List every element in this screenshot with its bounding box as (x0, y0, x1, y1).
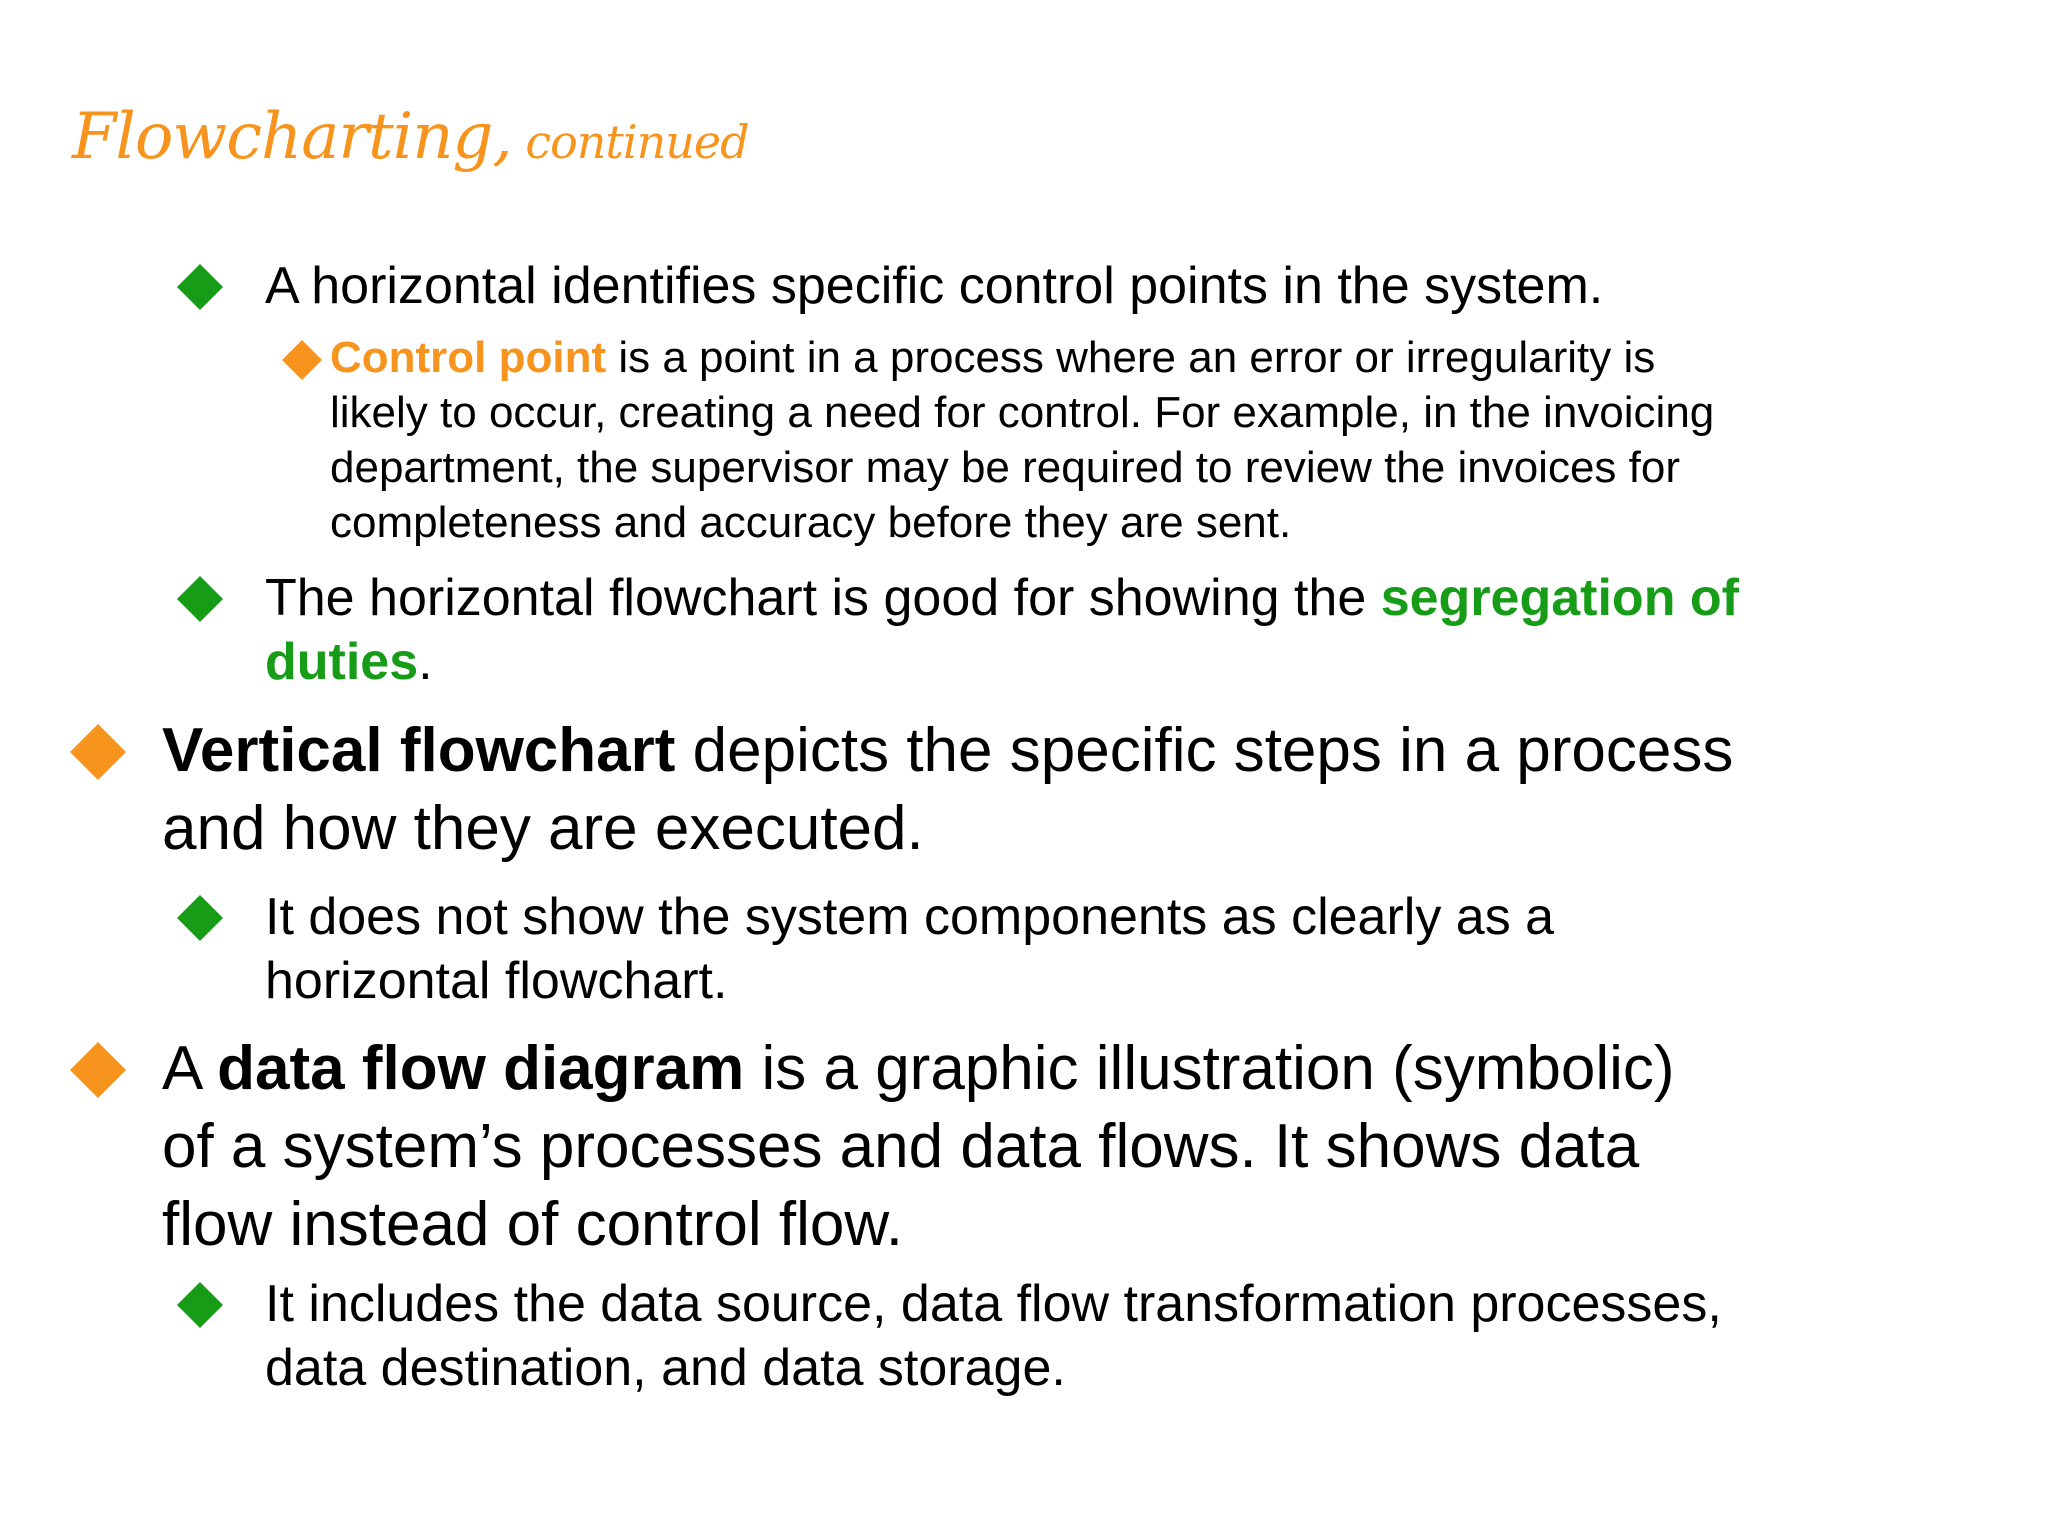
bullet-dfd-components (265, 1272, 1722, 1400)
bullet-line-1: is a graphic illustration (symbolic) (744, 1034, 1675, 1103)
term-control-point: Control point (330, 333, 607, 382)
bullet-vertical-flowchart (162, 712, 1733, 868)
bullet-line-2: and how they are executed. (162, 794, 924, 863)
orange-diamond-icon (282, 340, 322, 380)
bullet-line-2: horizontal flowchart. (265, 952, 728, 1010)
title-sub: continued (511, 115, 749, 169)
bullet-control-point-definition (330, 330, 1714, 550)
term-data-flow-diagram: data flow diagram (217, 1034, 745, 1103)
title-main: Flowcharting, (72, 100, 512, 174)
green-diamond-icon (177, 1282, 223, 1328)
bullet-prefix: A (162, 1034, 218, 1103)
green-diamond-icon (177, 264, 223, 310)
green-diamond-icon (177, 895, 223, 941)
term-vertical-flowchart: Vertical flowchart (162, 716, 676, 785)
definition-line-4: completeness and accuracy before they are sent. (330, 498, 1292, 547)
bullet-line-1: It includes the data source, data flow transformation processes, (265, 1275, 1722, 1333)
bullet-text-prefix: The horizontal flowchart is good for showing the (265, 569, 1381, 627)
orange-diamond-icon (70, 1042, 126, 1098)
green-diamond-icon (177, 576, 223, 622)
orange-diamond-icon (70, 724, 126, 780)
bullet-segregation-of-duties (265, 566, 1739, 694)
term-duties: duties (265, 633, 419, 691)
bullet-line-2: of a system’s processes and data flows. It shows data (162, 1112, 1640, 1181)
bullet-vertical-limitation (265, 885, 1554, 1013)
bullet-horizontal-control-points (265, 254, 1603, 318)
bullet-line-3: flow instead of control flow. (162, 1190, 903, 1259)
bullet-line-2: data destination, and data storage. (265, 1339, 1066, 1397)
bullet-line-1: depicts the specific steps in a process (675, 716, 1734, 785)
definition-line-2: likely to occur, creating a need for control. For example, in the invoicing (330, 388, 1715, 437)
bullet-text-suffix: . (418, 633, 433, 691)
bullet-data-flow-diagram (162, 1030, 1675, 1264)
term-segregation-of: segregation of (1380, 569, 1739, 627)
bullet-line-1: It does not show the system components as clearly as a (265, 888, 1555, 946)
bullet-text: A horizontal identifies specific control points in the system. (265, 257, 1604, 315)
definition-line-3: department, the supervisor may be required to review the invoices for (330, 443, 1680, 492)
slide-title (72, 100, 749, 174)
definition-line-1: is a point in a process where an error or irregularity is (606, 333, 1656, 382)
